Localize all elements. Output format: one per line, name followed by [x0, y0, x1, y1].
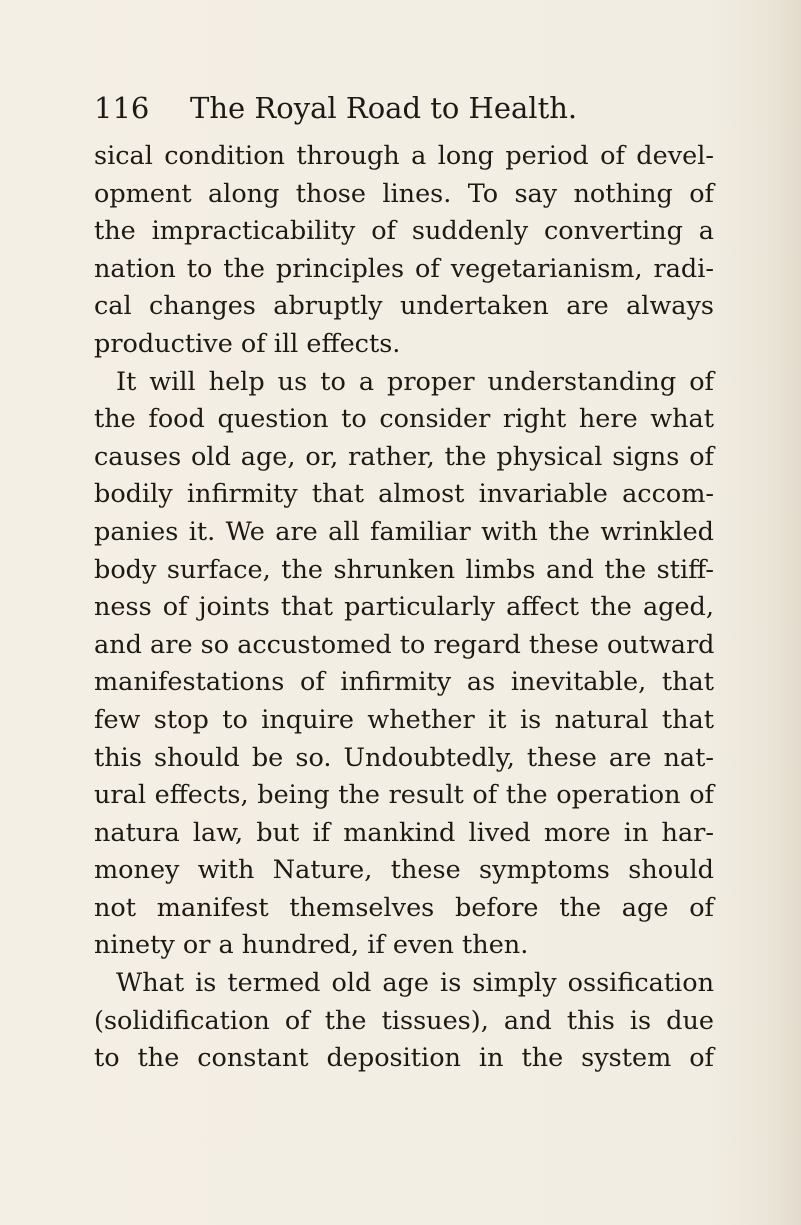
text-line: nation to the principles of vegetarianism, radi-: [94, 253, 714, 284]
text-line: productive of ill effects.: [94, 328, 401, 359]
text-line: body surface, the shrunken limbs and the stiff-: [94, 554, 714, 585]
text-line: sical condition through a long period of devel-: [94, 141, 714, 171]
text-line: causes old age, or, rather, the physical signs of: [94, 441, 714, 472]
text-line: What is termed old age is simply ossification: [116, 968, 714, 999]
text-line: opment along those lines. To say nothing of: [94, 178, 714, 209]
text-line: panies it. We are all familiar with the wrinkled: [94, 516, 714, 547]
text-line: manifestations of infirmity as inevitable, that: [94, 667, 714, 698]
text-line: (solidification of the tissues), and this is due: [94, 1005, 714, 1036]
text-line: the impracticability of suddenly converting a: [94, 216, 714, 247]
text-line: ninety or a hundred, if even then.: [94, 930, 529, 961]
text-line: bodily infirmity that almost invariable accom-: [94, 479, 714, 510]
text-line: cal changes abruptly undertaken are always: [94, 291, 714, 322]
text-line: few stop to inquire whether it is natural that: [94, 704, 714, 735]
text-line: money with Nature, these symptoms should: [94, 855, 714, 886]
text-line: It will help us to a proper understanding of: [116, 366, 714, 397]
page-number: 116: [94, 91, 150, 125]
body-text: [94, 138, 714, 1078]
page-header: [94, 88, 654, 128]
running-title: The Royal Road to Health.: [190, 91, 578, 125]
text-line: to the constant deposition in the system of: [94, 1043, 714, 1074]
text-line: natura law, but if mankind lived more in har-: [94, 817, 714, 848]
text-line: not manifest themselves before the age of: [94, 892, 714, 923]
text-line: this should be so. Undoubtedly, these are nat-: [94, 742, 714, 773]
text-line: and are so accustomed to regard these outward: [94, 629, 715, 660]
text-line: ural effects, being the result of the operation of: [94, 780, 714, 811]
text-line: the food question to consider right here what: [94, 404, 714, 435]
text-line: ness of joints that particularly affect the aged,: [94, 592, 714, 623]
